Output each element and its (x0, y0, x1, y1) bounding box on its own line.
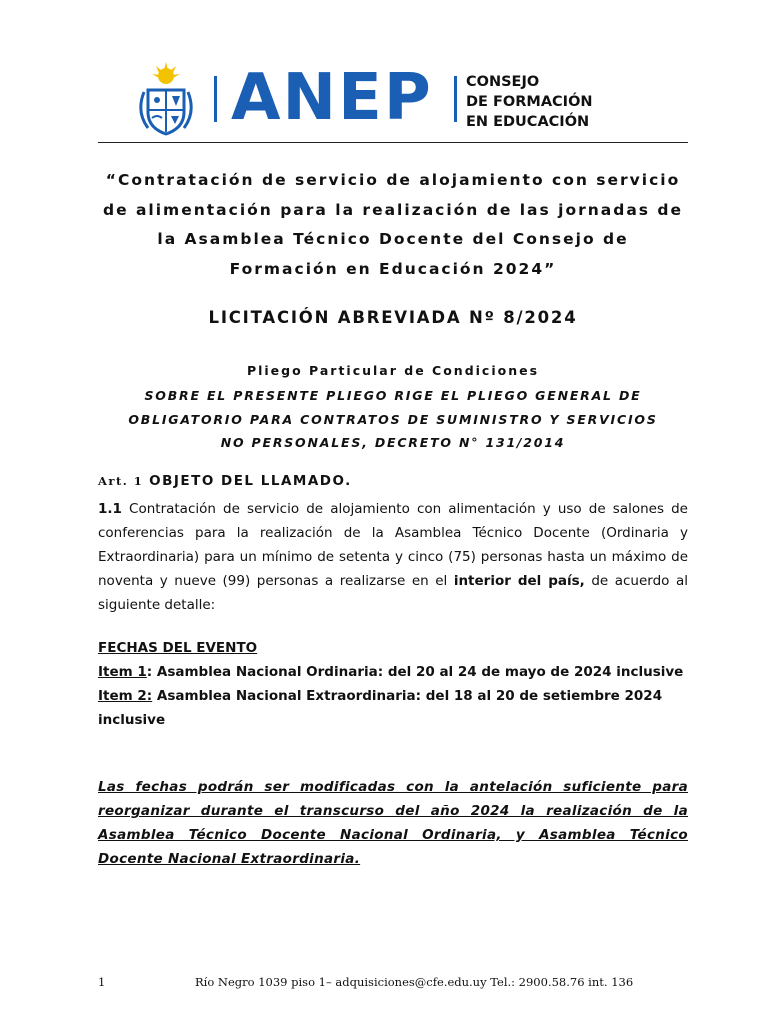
uruguay-coat-of-arms-icon (134, 62, 198, 138)
item2-label: Item 2: (98, 688, 153, 704)
paragraph-number: 1.1 (98, 501, 122, 517)
dates-note: Las fechas podrán ser modificadas con la antelación suficiente para reorganizar durante el transcurso del año 2024 la realización de la Asamblea Técnico Docente Nacional Ordinaria, y Asamblea Técnico Docente Nacional Extraordinaria. (98, 779, 688, 867)
title-line: “Contratación de servicio de alojamiento con servicio (105, 171, 681, 189)
divider-bar-left (214, 76, 217, 122)
paragraph-text: Contratación de servicio de alojamiento con alimentación y uso de salones de conferencias para la realización de la Asamblea Técnico Docente (Ordinaria y Extraordinaria) para un mínimo de setenta y cinco (75) personas hasta un máximo de noventa y nueve (99) personas a realizarse en el (98, 501, 688, 589)
decree-line: NO PERSONALES, DECRETO N° 131/2014 (220, 435, 566, 450)
article-heading (98, 473, 352, 489)
footer-contact: Río Negro 1039 piso 1– adquisiciones@cfe.edu.uy Tel.: 2900.58.76 int. 136 (195, 975, 634, 989)
title-line: de alimentación para la realización de las jornadas de (102, 200, 684, 219)
title-line: Formación en Educación 2024” (229, 259, 557, 278)
title-line: la Asamblea Técnico Docente del Consejo de (157, 230, 629, 248)
anep-logo-text: ANEP (231, 61, 433, 135)
item1-label: Item 1 (98, 664, 147, 680)
cfe-logo-text (466, 72, 593, 132)
article-paragraph (98, 497, 688, 617)
cfe-line: DE FORMACIÓN (466, 94, 593, 110)
article-title: OBJETO DEL LLAMADO. (149, 473, 352, 489)
cfe-line: EN EDUCACIÓN (466, 114, 590, 130)
event-dates (98, 636, 688, 732)
item1-text: : Asamblea Nacional Ordinaria: del 20 al 24 de mayo de 2024 inclusive (146, 664, 684, 680)
paragraph-emphasis: interior del país, (453, 573, 585, 589)
decree-line: OBLIGATORIO PARA CONTRATOS DE SUMINISTRO Y SERVICIOS (128, 411, 658, 427)
item2-text: Asamblea Nacional Extraordinaria: del 18 al 20 de setiembre 2024 inclusive (98, 688, 663, 728)
licitacion-heading: LICITACIÓN ABREVIADA Nº 8/2024 (208, 308, 578, 327)
article-number: Art. 1 (98, 474, 144, 488)
page-number: 1 (98, 975, 106, 989)
document-title (98, 166, 688, 284)
pliego-heading: Pliego Particular de Condiciones (246, 363, 540, 378)
letterhead (98, 58, 688, 143)
decree-notice (98, 384, 688, 455)
divider-bar-right (454, 76, 457, 122)
cfe-line: CONSEJO (466, 74, 540, 90)
dates-heading: FECHAS DEL EVENTO (98, 640, 258, 656)
paragraph-text-end: de acuerdo al siguiente detalle: (98, 573, 688, 613)
decree-line: SOBRE EL PRESENTE PLIEGO RIGE EL PLIEGO GENERAL DE (144, 388, 642, 403)
